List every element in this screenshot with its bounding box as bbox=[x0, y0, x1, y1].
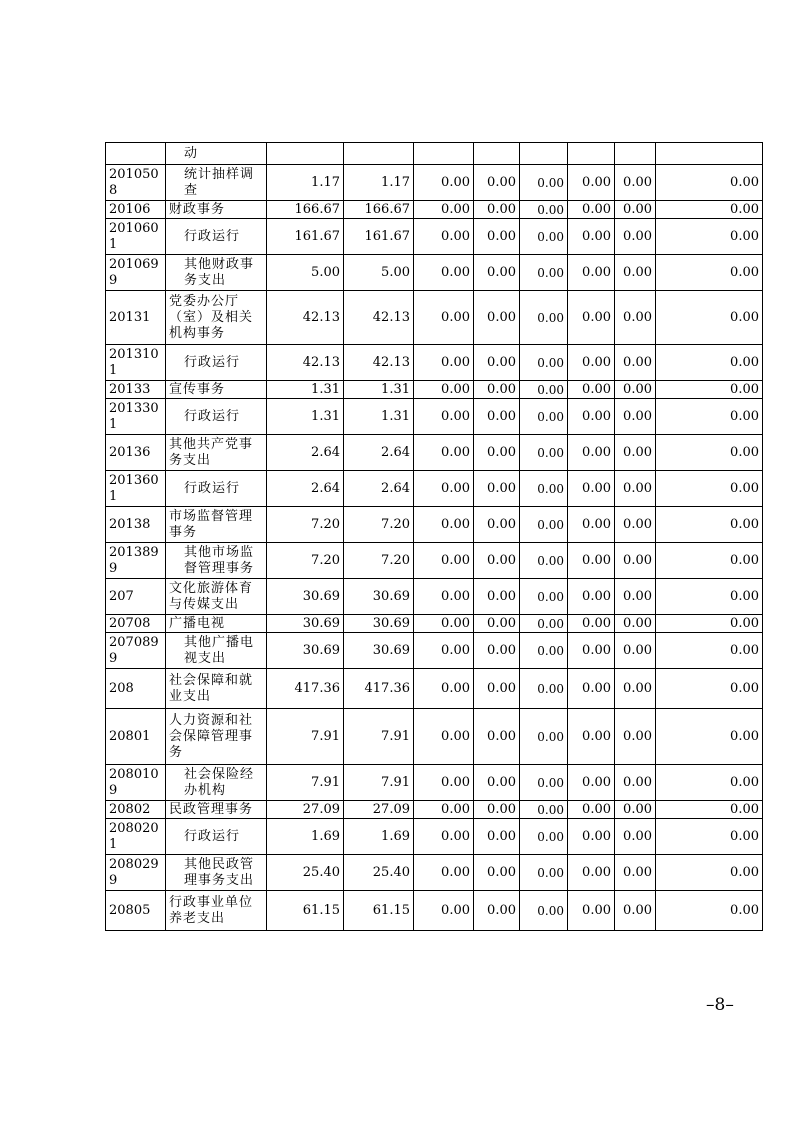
amount-cell: 0.00 bbox=[474, 819, 520, 855]
amount-cell: 0.00 bbox=[568, 291, 615, 345]
amount-cell: 0.00 bbox=[414, 399, 474, 435]
amount-cell: 0.00 bbox=[520, 507, 568, 543]
amount-cell: 0.00 bbox=[414, 765, 474, 801]
amount-cell: 0.00 bbox=[474, 471, 520, 507]
subject-name-cell: 其他广播电视支出 bbox=[166, 633, 267, 669]
amount-cell: 0.00 bbox=[615, 891, 656, 931]
amount-cell: 30.69 bbox=[344, 633, 414, 669]
amount-cell: 7.91 bbox=[267, 765, 344, 801]
amount-cell: 0.00 bbox=[615, 709, 656, 765]
amount-cell bbox=[267, 143, 344, 165]
table-row bbox=[106, 801, 763, 819]
subject-name-cell: 动 bbox=[166, 143, 267, 165]
amount-cell: 1.31 bbox=[267, 381, 344, 399]
amount-cell: 0.00 bbox=[568, 709, 615, 765]
subject-code-cell: 208 bbox=[106, 669, 166, 709]
amount-cell: 61.15 bbox=[344, 891, 414, 931]
amount-cell: 0.00 bbox=[568, 507, 615, 543]
amount-cell: 0.00 bbox=[520, 819, 568, 855]
subject-name-cell: 广播电视 bbox=[166, 615, 267, 633]
amount-cell: 2.64 bbox=[267, 435, 344, 471]
amount-cell: 0.00 bbox=[615, 255, 656, 291]
subject-name-cell: 其他财政事务支出 bbox=[166, 255, 267, 291]
amount-cell: 0.00 bbox=[615, 855, 656, 891]
subject-code-cell: 20802 bbox=[106, 801, 166, 819]
amount-cell: 1.17 bbox=[267, 165, 344, 201]
amount-cell: 0.00 bbox=[474, 855, 520, 891]
amount-cell: 0.00 bbox=[656, 201, 763, 219]
amount-cell: 0.00 bbox=[474, 345, 520, 381]
subject-code-cell: 20106 bbox=[106, 201, 166, 219]
amount-cell: 0.00 bbox=[568, 819, 615, 855]
table-row bbox=[106, 165, 763, 201]
amount-cell: 0.00 bbox=[656, 165, 763, 201]
amount-cell: 0.00 bbox=[615, 819, 656, 855]
amount-cell: 0.00 bbox=[414, 201, 474, 219]
amount-cell: 0.00 bbox=[568, 801, 615, 819]
amount-cell: 0.00 bbox=[656, 543, 763, 579]
table-row bbox=[106, 507, 763, 543]
amount-cell: 0.00 bbox=[615, 291, 656, 345]
subject-name-cell: 行政运行 bbox=[166, 399, 267, 435]
amount-cell: 0.00 bbox=[414, 435, 474, 471]
subject-name-cell: 其他民政管理事务支出 bbox=[166, 855, 267, 891]
table-body bbox=[106, 143, 763, 931]
amount-cell: 0.00 bbox=[520, 291, 568, 345]
subject-name-cell: 文化旅游体育与传媒支出 bbox=[166, 579, 267, 615]
amount-cell: 0.00 bbox=[414, 471, 474, 507]
subject-code-cell: 20708 bbox=[106, 615, 166, 633]
amount-cell: 0.00 bbox=[568, 165, 615, 201]
amount-cell: 7.20 bbox=[267, 543, 344, 579]
subject-code-cell: 207 bbox=[106, 579, 166, 615]
amount-cell: 25.40 bbox=[344, 855, 414, 891]
subject-name-cell: 其他共产党事务支出 bbox=[166, 435, 267, 471]
amount-cell: 0.00 bbox=[615, 201, 656, 219]
table-row bbox=[106, 765, 763, 801]
subject-name-cell: 社会保障和就业支出 bbox=[166, 669, 267, 709]
amount-cell bbox=[615, 143, 656, 165]
subject-code-cell: 2080201 bbox=[106, 819, 166, 855]
amount-cell: 0.00 bbox=[656, 507, 763, 543]
amount-cell: 0.00 bbox=[414, 165, 474, 201]
amount-cell: 0.00 bbox=[656, 765, 763, 801]
amount-cell: 0.00 bbox=[520, 579, 568, 615]
subject-name-cell: 宣传事务 bbox=[166, 381, 267, 399]
table-row bbox=[106, 143, 763, 165]
amount-cell: 0.00 bbox=[520, 543, 568, 579]
amount-cell: 7.91 bbox=[267, 709, 344, 765]
subject-code-cell: 20131 bbox=[106, 291, 166, 345]
amount-cell: 0.00 bbox=[656, 399, 763, 435]
amount-cell: 166.67 bbox=[267, 201, 344, 219]
amount-cell: 0.00 bbox=[520, 765, 568, 801]
amount-cell: 7.91 bbox=[344, 765, 414, 801]
amount-cell: 0.00 bbox=[568, 765, 615, 801]
subject-name-cell: 行政事业单位养老支出 bbox=[166, 891, 267, 931]
amount-cell: 1.31 bbox=[344, 381, 414, 399]
amount-cell: 0.00 bbox=[615, 435, 656, 471]
amount-cell: 0.00 bbox=[474, 255, 520, 291]
subject-name-cell: 行政运行 bbox=[166, 471, 267, 507]
amount-cell: 0.00 bbox=[520, 381, 568, 399]
amount-cell: 0.00 bbox=[474, 765, 520, 801]
amount-cell: 0.00 bbox=[520, 709, 568, 765]
amount-cell: 0.00 bbox=[520, 165, 568, 201]
subject-code-cell: 20138 bbox=[106, 507, 166, 543]
subject-name-cell: 行政运行 bbox=[166, 219, 267, 255]
amount-cell bbox=[656, 143, 763, 165]
subject-code-cell: 2080109 bbox=[106, 765, 166, 801]
amount-cell: 0.00 bbox=[656, 381, 763, 399]
subject-name-cell: 统计抽样调查 bbox=[166, 165, 267, 201]
amount-cell: 27.09 bbox=[267, 801, 344, 819]
amount-cell: 0.00 bbox=[520, 615, 568, 633]
amount-cell: 0.00 bbox=[615, 669, 656, 709]
amount-cell: 0.00 bbox=[414, 291, 474, 345]
table-row bbox=[106, 709, 763, 765]
amount-cell: 7.20 bbox=[267, 507, 344, 543]
amount-cell: 0.00 bbox=[414, 615, 474, 633]
amount-cell: 0.00 bbox=[520, 255, 568, 291]
amount-cell: 0.00 bbox=[520, 471, 568, 507]
amount-cell: 0.00 bbox=[520, 219, 568, 255]
amount-cell: 0.00 bbox=[615, 381, 656, 399]
amount-cell: 161.67 bbox=[267, 219, 344, 255]
amount-cell: 42.13 bbox=[344, 291, 414, 345]
amount-cell: 61.15 bbox=[267, 891, 344, 931]
amount-cell: 0.00 bbox=[656, 709, 763, 765]
amount-cell: 1.31 bbox=[267, 399, 344, 435]
subject-name-cell: 社会保险经办机构 bbox=[166, 765, 267, 801]
amount-cell: 0.00 bbox=[414, 801, 474, 819]
amount-cell: 0.00 bbox=[656, 633, 763, 669]
amount-cell: 0.00 bbox=[568, 471, 615, 507]
subject-name-cell: 其他市场监督管理事务 bbox=[166, 543, 267, 579]
amount-cell: 0.00 bbox=[520, 855, 568, 891]
table-row bbox=[106, 219, 763, 255]
amount-cell: 0.00 bbox=[568, 381, 615, 399]
subject-code-cell: 2010508 bbox=[106, 165, 166, 201]
amount-cell: 0.00 bbox=[520, 345, 568, 381]
table-row bbox=[106, 201, 763, 219]
amount-cell: 0.00 bbox=[520, 633, 568, 669]
amount-cell: 42.13 bbox=[267, 291, 344, 345]
amount-cell: 0.00 bbox=[520, 201, 568, 219]
amount-cell: 0.00 bbox=[474, 669, 520, 709]
amount-cell: 0.00 bbox=[474, 801, 520, 819]
subject-code-cell bbox=[106, 143, 166, 165]
table-row bbox=[106, 855, 763, 891]
amount-cell: 0.00 bbox=[656, 669, 763, 709]
table-row bbox=[106, 669, 763, 709]
subject-name-cell: 市场监督管理事务 bbox=[166, 507, 267, 543]
table-row bbox=[106, 255, 763, 291]
subject-code-cell: 20136 bbox=[106, 435, 166, 471]
amount-cell: 27.09 bbox=[344, 801, 414, 819]
amount-cell: 0.00 bbox=[615, 219, 656, 255]
amount-cell: 0.00 bbox=[615, 801, 656, 819]
subject-code-cell: 2080299 bbox=[106, 855, 166, 891]
subject-code-cell: 2013301 bbox=[106, 399, 166, 435]
table-row bbox=[106, 399, 763, 435]
amount-cell: 0.00 bbox=[568, 435, 615, 471]
amount-cell: 0.00 bbox=[656, 855, 763, 891]
amount-cell: 0.00 bbox=[656, 435, 763, 471]
subject-name-cell: 人力资源和社会保障管理事务 bbox=[166, 709, 267, 765]
table-row bbox=[106, 615, 763, 633]
amount-cell bbox=[344, 143, 414, 165]
budget-table bbox=[105, 142, 763, 931]
amount-cell: 0.00 bbox=[656, 471, 763, 507]
amount-cell: 0.00 bbox=[615, 507, 656, 543]
amount-cell: 0.00 bbox=[474, 543, 520, 579]
amount-cell: 30.69 bbox=[267, 633, 344, 669]
subject-code-cell: 20801 bbox=[106, 709, 166, 765]
amount-cell: 30.69 bbox=[267, 615, 344, 633]
amount-cell: 25.40 bbox=[267, 855, 344, 891]
amount-cell: 0.00 bbox=[414, 579, 474, 615]
amount-cell: 0.00 bbox=[474, 399, 520, 435]
amount-cell: 0.00 bbox=[474, 633, 520, 669]
amount-cell: 0.00 bbox=[568, 255, 615, 291]
amount-cell: 1.17 bbox=[344, 165, 414, 201]
amount-cell: 2.64 bbox=[344, 471, 414, 507]
amount-cell: 42.13 bbox=[344, 345, 414, 381]
amount-cell: 7.91 bbox=[344, 709, 414, 765]
table-row bbox=[106, 543, 763, 579]
amount-cell: 0.00 bbox=[414, 633, 474, 669]
amount-cell: 0.00 bbox=[520, 435, 568, 471]
amount-cell: 161.67 bbox=[344, 219, 414, 255]
amount-cell: 2.64 bbox=[267, 471, 344, 507]
subject-name-cell: 党委办公厅（室）及相关机构事务 bbox=[166, 291, 267, 345]
amount-cell: 166.67 bbox=[344, 201, 414, 219]
subject-code-cell: 2070899 bbox=[106, 633, 166, 669]
amount-cell: 42.13 bbox=[267, 345, 344, 381]
amount-cell: 0.00 bbox=[568, 633, 615, 669]
amount-cell: 417.36 bbox=[344, 669, 414, 709]
amount-cell: 1.31 bbox=[344, 399, 414, 435]
amount-cell: 417.36 bbox=[267, 669, 344, 709]
amount-cell: 0.00 bbox=[520, 891, 568, 931]
amount-cell: 30.69 bbox=[344, 579, 414, 615]
amount-cell: 0.00 bbox=[615, 579, 656, 615]
amount-cell: 7.20 bbox=[344, 543, 414, 579]
amount-cell: 0.00 bbox=[414, 345, 474, 381]
subject-name-cell: 行政运行 bbox=[166, 345, 267, 381]
amount-cell: 0.00 bbox=[656, 255, 763, 291]
amount-cell: 0.00 bbox=[474, 709, 520, 765]
subject-name-cell: 财政事务 bbox=[166, 201, 267, 219]
page-number: –8– bbox=[706, 995, 734, 1015]
amount-cell bbox=[414, 143, 474, 165]
amount-cell: 0.00 bbox=[568, 201, 615, 219]
amount-cell: 5.00 bbox=[267, 255, 344, 291]
table-row bbox=[106, 819, 763, 855]
subject-name-cell: 民政管理事务 bbox=[166, 801, 267, 819]
amount-cell: 0.00 bbox=[568, 579, 615, 615]
amount-cell: 0.00 bbox=[474, 165, 520, 201]
amount-cell: 0.00 bbox=[414, 855, 474, 891]
subject-code-cell: 2013899 bbox=[106, 543, 166, 579]
amount-cell: 0.00 bbox=[615, 165, 656, 201]
amount-cell: 0.00 bbox=[568, 855, 615, 891]
table-row bbox=[106, 291, 763, 345]
subject-code-cell: 20805 bbox=[106, 891, 166, 931]
amount-cell: 1.69 bbox=[344, 819, 414, 855]
amount-cell: 0.00 bbox=[615, 615, 656, 633]
amount-cell: 0.00 bbox=[568, 345, 615, 381]
subject-name-cell: 行政运行 bbox=[166, 819, 267, 855]
table-row bbox=[106, 579, 763, 615]
amount-cell: 0.00 bbox=[615, 543, 656, 579]
amount-cell: 7.20 bbox=[344, 507, 414, 543]
table-row bbox=[106, 633, 763, 669]
amount-cell: 0.00 bbox=[474, 381, 520, 399]
amount-cell: 0.00 bbox=[414, 219, 474, 255]
amount-cell bbox=[520, 143, 568, 165]
amount-cell: 0.00 bbox=[568, 543, 615, 579]
amount-cell: 0.00 bbox=[615, 633, 656, 669]
amount-cell: 0.00 bbox=[474, 219, 520, 255]
amount-cell: 0.00 bbox=[656, 219, 763, 255]
amount-cell: 0.00 bbox=[568, 669, 615, 709]
amount-cell: 0.00 bbox=[414, 507, 474, 543]
amount-cell: 0.00 bbox=[656, 801, 763, 819]
amount-cell: 0.00 bbox=[615, 471, 656, 507]
table-row bbox=[106, 435, 763, 471]
amount-cell: 0.00 bbox=[656, 819, 763, 855]
amount-cell: 5.00 bbox=[344, 255, 414, 291]
amount-cell: 0.00 bbox=[615, 765, 656, 801]
amount-cell: 0.00 bbox=[474, 435, 520, 471]
amount-cell: 0.00 bbox=[474, 507, 520, 543]
amount-cell bbox=[474, 143, 520, 165]
amount-cell: 30.69 bbox=[344, 615, 414, 633]
amount-cell: 0.00 bbox=[474, 291, 520, 345]
subject-code-cell: 2013101 bbox=[106, 345, 166, 381]
amount-cell: 0.00 bbox=[568, 219, 615, 255]
amount-cell: 0.00 bbox=[414, 381, 474, 399]
amount-cell: 2.64 bbox=[344, 435, 414, 471]
subject-code-cell: 20133 bbox=[106, 381, 166, 399]
amount-cell: 30.69 bbox=[267, 579, 344, 615]
amount-cell: 0.00 bbox=[414, 709, 474, 765]
subject-code-cell: 2010699 bbox=[106, 255, 166, 291]
amount-cell bbox=[568, 143, 615, 165]
amount-cell: 0.00 bbox=[474, 615, 520, 633]
amount-cell: 0.00 bbox=[656, 345, 763, 381]
amount-cell: 0.00 bbox=[520, 399, 568, 435]
amount-cell: 0.00 bbox=[520, 801, 568, 819]
amount-cell: 0.00 bbox=[656, 579, 763, 615]
table-row bbox=[106, 471, 763, 507]
amount-cell: 0.00 bbox=[414, 543, 474, 579]
amount-cell: 1.69 bbox=[267, 819, 344, 855]
amount-cell: 0.00 bbox=[615, 399, 656, 435]
subject-code-cell: 2013601 bbox=[106, 471, 166, 507]
amount-cell: 0.00 bbox=[414, 891, 474, 931]
amount-cell: 0.00 bbox=[520, 669, 568, 709]
amount-cell: 0.00 bbox=[474, 579, 520, 615]
amount-cell: 0.00 bbox=[414, 819, 474, 855]
amount-cell: 0.00 bbox=[474, 891, 520, 931]
table-row bbox=[106, 345, 763, 381]
amount-cell: 0.00 bbox=[568, 399, 615, 435]
amount-cell: 0.00 bbox=[615, 345, 656, 381]
amount-cell: 0.00 bbox=[414, 669, 474, 709]
amount-cell: 0.00 bbox=[568, 615, 615, 633]
amount-cell: 0.00 bbox=[656, 291, 763, 345]
amount-cell: 0.00 bbox=[568, 891, 615, 931]
amount-cell: 0.00 bbox=[414, 255, 474, 291]
amount-cell: 0.00 bbox=[656, 891, 763, 931]
table-row bbox=[106, 381, 763, 399]
amount-cell: 0.00 bbox=[474, 201, 520, 219]
subject-code-cell: 2010601 bbox=[106, 219, 166, 255]
amount-cell: 0.00 bbox=[656, 615, 763, 633]
table-row bbox=[106, 891, 763, 931]
